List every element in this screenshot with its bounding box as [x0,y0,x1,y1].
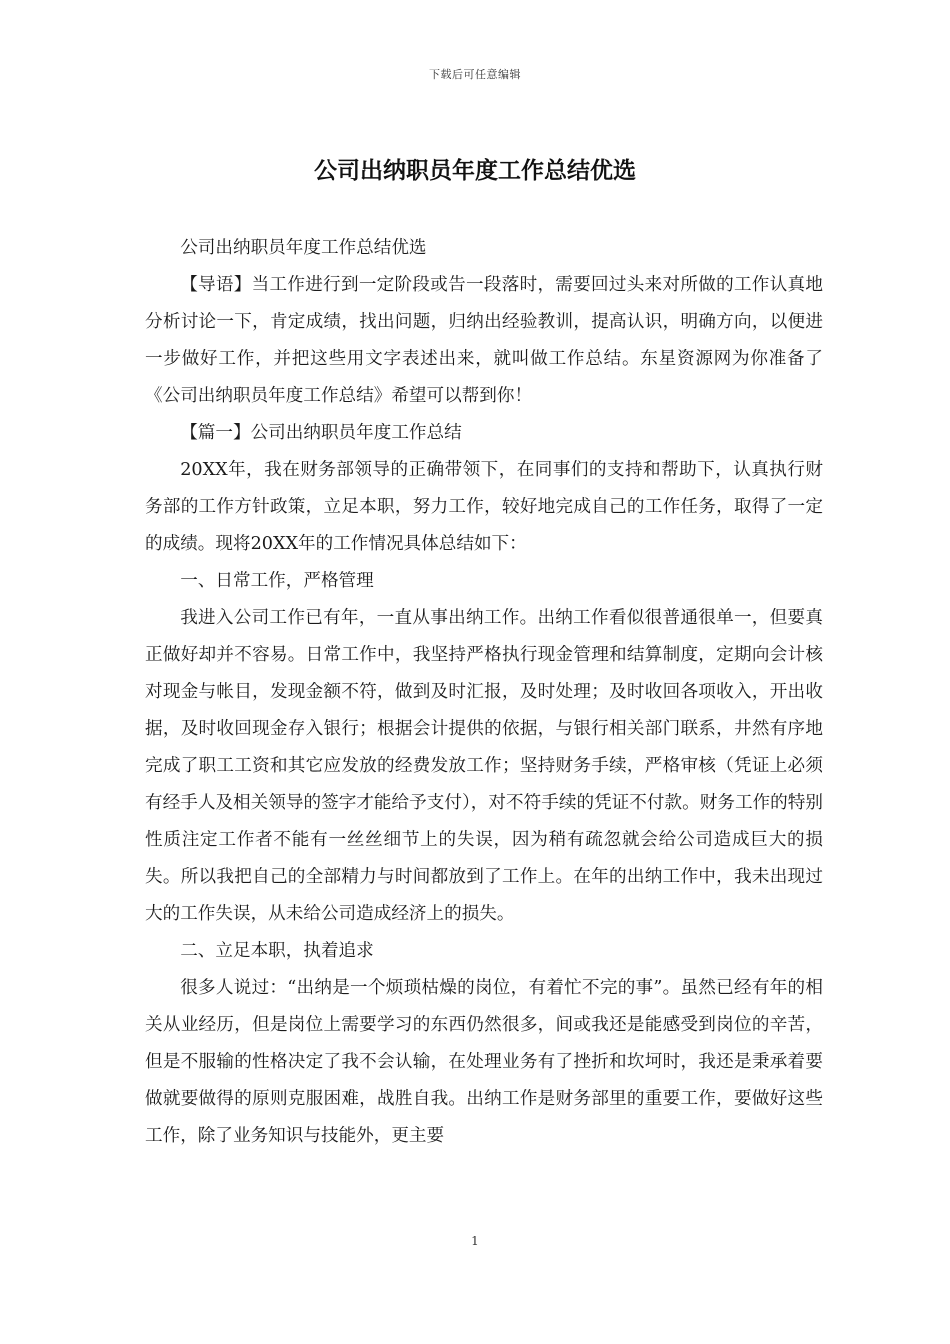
header-note: 下载后可任意编辑 [429,68,521,81]
paragraph-overview: 20XX年，我在财务部领导的正确带领下，在同事们的支持和帮助下，认真执行财务部的工作方针政策，立足本职，努力工作，较好地完成自己的工作任务，取得了一定的成绩。现将20XX年的工作情况具体总结如下： [145,460,823,554]
document-body [145,230,823,1155]
paragraph-introduction: 【导语】当工作进行到一定阶段或告一段落时，需要回过头来对所做的工作认真地分析讨论一下，肯定成绩，找出问题，归纳出经验教训，提高认识，明确方向，以便进一步做好工作，并把这些用文字表述出来，就叫做工作总结。东星资源网为你准备了《公司出纳职员年度工作总结》希望可以帮到你！ [145,275,823,406]
page-number: 1 [471,1234,479,1248]
paragraph-section-heading: 【篇一】公司出纳职员年度工作总结 [180,423,462,443]
document-title: 公司出纳职员年度工作总结优选 [314,157,636,184]
paragraph-subtitle: 公司出纳职员年度工作总结优选 [180,238,427,258]
paragraph-daily-work: 我进入公司工作已有年，一直从事出纳工作。出纳工作看似很普通很单一，但要真正做好却并不容易。日常工作中，我坚持严格执行现金管理和结算制度，定期向会计核对现金与帐目，发现金额不符，做到及时汇报，及时处理；及时收回各项收入，开出收据，及时收回现金存入银行；根据会计提供的依据，与银行相关部门联系，井然有序地完成了职工工资和其它应发放的经费发放工作；坚持财务手续，严格审核（凭证上必须有经手人及相关领导的签字才能给予支付），对不符手续的凭证不付款。财务工作的特别性质注定工作者不能有一丝丝细节上的失误，因为稍有疏忽就会给公司造成巨大的损失。所以我把自己的全部精力与时间都放到了工作上。在年的出纳工作中，我未出现过大的工作失误，从未给公司造成经济上的损失。 [145,608,823,924]
paragraph-heading-daily-work: 一、日常工作，严格管理 [180,571,374,591]
paragraph-dedication: 很多人说过：“出纳是一个烦琐枯燥的岗位，有着忙不完的事”。虽然已经有年的相关从业经历，但是岗位上需要学习的东西仍然很多，间或我还是能感受到岗位的辛苦，但是不服输的性格决定了我不会认输，在处理业务有了挫折和坎坷时，我还是秉承着要做就要做得的原则克服困难，战胜自我。出纳工作是财务部里的重要工作，要做好这些工作，除了业务知识与技能外，更主要 [145,978,823,1146]
paragraph-heading-dedication: 二、立足本职，执着追求 [180,941,374,961]
